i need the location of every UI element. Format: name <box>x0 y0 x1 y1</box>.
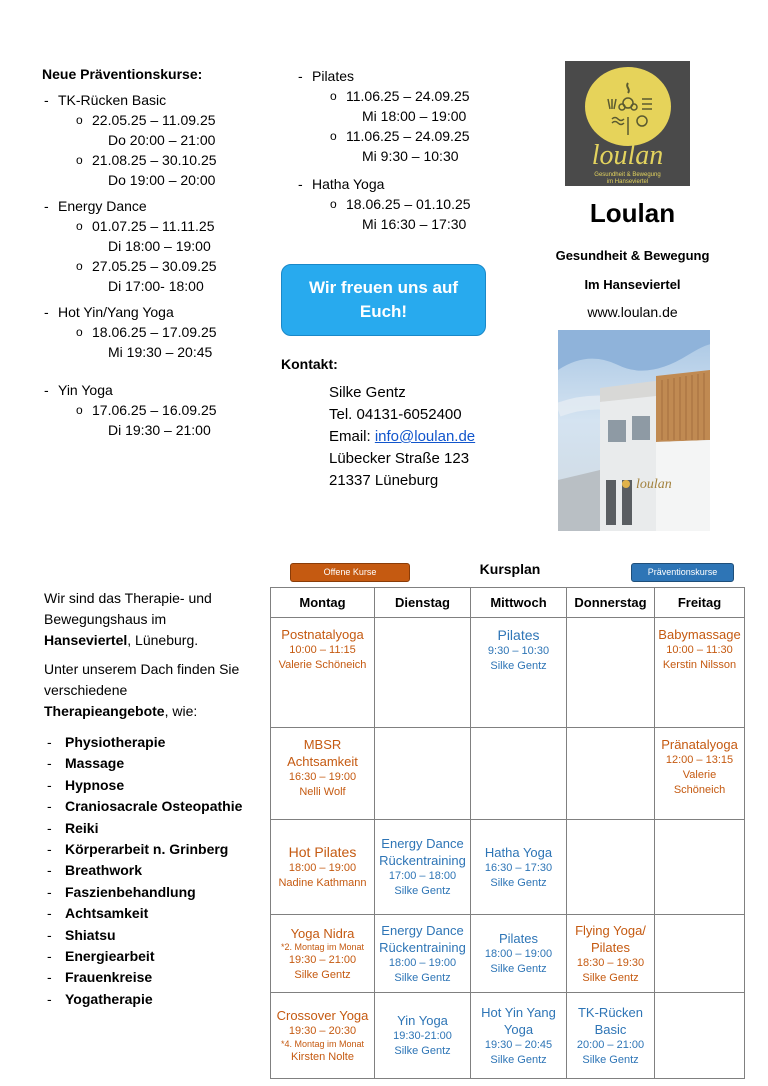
class-time: 10:00 – 11:15 <box>289 644 356 656</box>
class-teacher: Silke Gentz <box>582 971 639 984</box>
schedule-cell[interactable] <box>271 820 375 915</box>
class-time: 18:30 – 19:30 <box>576 956 645 969</box>
course-dates: 17.06.25 – 16.09.25 <box>92 402 217 418</box>
class-time: 18:00 – 19:00 <box>484 948 553 960</box>
class-name: Hot Yin Yang Yoga <box>481 1004 556 1037</box>
course-slot <box>42 322 272 362</box>
course-item <box>296 174 516 234</box>
therapy-item: - Achtsamkeit <box>44 903 259 924</box>
class-time: 16:30 – 19:00 <box>288 771 357 783</box>
schedule-cell <box>655 915 745 993</box>
class-teacher: Kerstin Nilsson <box>662 659 737 671</box>
therapy-item: - Craniosacrale Osteopathie <box>44 796 259 817</box>
course-name: - Pilates <box>296 66 516 86</box>
legend-praeventionskurse: Präventionskurse <box>631 563 734 582</box>
class-time: 16:30 – 17:30 <box>484 861 553 874</box>
circle-bullet-icon: o <box>330 89 337 103</box>
day-header: Montag <box>271 588 375 618</box>
course-dates: 11.06.25 – 24.09.25 <box>346 88 470 104</box>
contact-phone: Tel. 04131-6052400 <box>329 406 462 423</box>
praevention-heading: Neue Präventionskurse: <box>42 66 203 82</box>
class-time: 18:00 – 19:00 <box>288 862 357 874</box>
class-time: 20:00 – 21:00 <box>576 1038 645 1051</box>
class-note: *4. Montag im Monat <box>280 1038 365 1049</box>
brand-location: Im Hanseviertel <box>584 277 681 292</box>
praevention-list-continued <box>296 66 516 234</box>
course-dates: 18.06.25 – 01.10.25 <box>346 196 471 212</box>
class-note: *2. Montag im Monat <box>280 941 365 952</box>
timeslot-row <box>271 915 745 993</box>
day-header: Dienstag <box>375 588 471 618</box>
class-name: Yin Yoga <box>397 1013 448 1028</box>
course-slot <box>296 194 516 234</box>
course-slot <box>296 126 516 166</box>
course-slot <box>42 150 272 190</box>
class-teacher: Silke Gentz <box>294 968 351 981</box>
welcome-line1: Wir freuen uns auf <box>308 278 459 297</box>
class-name: Flying Yoga/ Pilates <box>575 922 646 955</box>
schedule-cell <box>375 728 471 820</box>
therapy-item: - Massage <box>44 753 259 774</box>
course-item <box>296 66 516 166</box>
logo-tagline-2: im Hanseviertel <box>606 179 649 185</box>
course-item <box>42 196 272 296</box>
class-teacher: Valerie Schöneich <box>673 769 726 796</box>
class-teacher: Silke Gentz <box>490 660 547 672</box>
class-time: 10:00 – 11:30 <box>666 644 733 656</box>
class-teacher: Valerie Schöneich <box>278 659 367 671</box>
course-name: - Hatha Yoga <box>296 174 516 194</box>
intro-bold-2: Therapieangebote <box>44 703 165 719</box>
building-photo <box>558 330 710 531</box>
therapy-item: - Shiatsu <box>44 925 259 946</box>
course-dates: 11.06.25 – 24.09.25 <box>346 128 470 144</box>
class-name: Postnatalyoga <box>281 627 364 642</box>
schedule-cell[interactable] <box>375 915 471 993</box>
kursplan-table <box>270 587 745 1079</box>
schedule-cell[interactable] <box>471 820 567 915</box>
class-name: Yoga Nidra <box>290 925 355 941</box>
class-name: Babymassage <box>658 627 741 642</box>
intro-text <box>44 588 244 730</box>
contact-email-link[interactable]: info@loulan.de <box>374 428 476 445</box>
course-item <box>42 90 272 190</box>
class-teacher: Silke Gentz <box>490 876 547 889</box>
class-time: 19:30 – 20:30 <box>288 1024 357 1037</box>
schedule-cell[interactable] <box>375 993 471 1079</box>
course-slot <box>42 110 272 150</box>
schedule-cell[interactable] <box>567 915 655 993</box>
course-time: Mi 16:30 – 17:30 <box>362 216 467 232</box>
class-time: 18:00 – 19:00 <box>388 956 457 969</box>
schedule-cell <box>655 820 745 915</box>
course-item <box>42 302 272 362</box>
timeslot-row <box>271 820 745 915</box>
intro-text-1a: Wir sind das Therapie- und Bewegungshaus im <box>44 590 212 627</box>
course-time: Di 18:00 – 19:00 <box>108 238 211 254</box>
welcome-line2: Euch! <box>359 302 408 321</box>
course-dates: 01.07.25 – 11.11.25 <box>92 218 215 234</box>
contact-street: Lübecker Straße 123 <box>329 450 470 467</box>
therapy-item: - Reiki <box>44 818 259 839</box>
class-time: 19:30-21:00 <box>393 1030 452 1042</box>
schedule-cell <box>567 820 655 915</box>
class-teacher: Nelli Wolf <box>299 786 346 798</box>
circle-bullet-icon: o <box>76 403 83 417</box>
circle-bullet-icon: o <box>76 325 83 339</box>
course-name: - Yin Yoga <box>42 380 272 400</box>
course-name: - Energy Dance <box>42 196 272 216</box>
schedule-cell[interactable] <box>471 993 567 1079</box>
contact-email-line <box>329 426 475 448</box>
day-header: Freitag <box>655 588 745 618</box>
course-time: Di 19:30 – 21:00 <box>108 422 211 438</box>
schedule-cell[interactable] <box>271 728 375 820</box>
intro-text-1b: , Lüneburg. <box>127 632 199 648</box>
schedule-cell <box>567 728 655 820</box>
class-time: 19:30 – 21:00 <box>288 953 357 966</box>
course-time: Mi 9:30 – 10:30 <box>362 148 459 164</box>
class-name: Pilates <box>497 627 540 643</box>
intro-paragraph-2 <box>44 659 244 722</box>
schedule-cell[interactable] <box>271 915 375 993</box>
logo-tagline-1: Gesundheit & Bewegung <box>594 172 661 178</box>
class-name: Energy Dance Rückentraining <box>379 922 466 955</box>
class-teacher: Silke Gentz <box>490 1053 547 1066</box>
praevention-list <box>42 66 272 440</box>
schedule-cell[interactable] <box>471 618 567 728</box>
logo-emblem-icon <box>585 67 671 146</box>
loulan-logo <box>565 61 690 186</box>
course-time: Do 19:00 – 20:00 <box>108 172 216 188</box>
timeslot-row <box>271 728 745 820</box>
schedule-cell <box>655 993 745 1079</box>
therapy-item: - Breathwork <box>44 860 259 881</box>
kursplan-title: Kursplan <box>479 561 541 577</box>
intro-paragraph-1 <box>44 588 244 651</box>
course-slot <box>296 86 516 126</box>
class-time: 12:00 – 13:15 <box>665 754 734 766</box>
course-time: Mi 19:30 – 20:45 <box>108 344 213 360</box>
class-time: 17:00 – 18:00 <box>388 870 457 882</box>
contact-city: 21337 Lüneburg <box>329 472 439 489</box>
class-name: Energy Dance Rückentraining <box>379 836 466 868</box>
therapy-item: - Körperarbeit n. Grinberg <box>44 839 259 860</box>
legend-offene-kurse: Offene Kurse <box>290 563 410 582</box>
therapy-item: - Frauenkreise <box>44 967 259 988</box>
intro-text-2b: , wie: <box>164 703 198 719</box>
course-dates: 18.06.25 – 17.09.25 <box>92 324 217 340</box>
schedule-cell[interactable] <box>271 993 375 1079</box>
circle-bullet-icon: o <box>330 197 337 211</box>
class-teacher: Silke Gentz <box>394 1045 451 1057</box>
schedule-cell[interactable] <box>567 993 655 1079</box>
course-dates: 22.05.25 – 11.09.25 <box>92 112 216 128</box>
course-item <box>42 380 272 440</box>
logo-wordmark: loulan <box>591 140 664 171</box>
class-teacher: Kirsten Nolte <box>291 1050 354 1063</box>
schedule-cell[interactable] <box>655 728 745 820</box>
schedule-cell[interactable] <box>375 820 471 915</box>
circle-bullet-icon: o <box>76 153 83 167</box>
therapy-item: - Physiotherapie <box>44 732 259 753</box>
day-header: Donnerstag <box>567 588 655 618</box>
schedule-cell <box>471 728 567 820</box>
schedule-cell <box>567 618 655 728</box>
intro-text-2a: Unter unserem Dach finden Sie verschiedene <box>44 661 240 698</box>
brand-name: Loulan <box>589 198 676 228</box>
circle-bullet-icon: o <box>76 219 83 233</box>
brand-subtitle: Gesundheit & Bewegung <box>555 248 710 263</box>
class-teacher: Silke Gentz <box>394 885 451 897</box>
schedule-cell <box>375 618 471 728</box>
therapy-item: - Faszienbehandlung <box>44 882 259 903</box>
contact-name: Silke Gentz <box>329 384 406 401</box>
class-name: Crossover Yoga <box>276 1007 369 1023</box>
class-time: 9:30 – 10:30 <box>487 645 550 657</box>
class-teacher: Nadine Kathmann <box>278 877 367 889</box>
day-header: Mittwoch <box>471 588 567 618</box>
schedule-cell[interactable] <box>471 915 567 993</box>
class-name: Pränatalyoga <box>661 737 738 752</box>
schedule-cell[interactable] <box>271 618 375 728</box>
course-time: Mi 18:00 – 19:00 <box>362 108 467 124</box>
course-dates: 21.08.25 – 30.10.25 <box>92 152 217 168</box>
brand-website[interactable]: www.loulan.de <box>587 304 678 320</box>
therapy-list <box>44 732 259 1010</box>
course-time: Di 17:00- 18:00 <box>108 278 204 294</box>
course-slot <box>42 216 272 256</box>
course-slot <box>42 400 272 440</box>
contact-block <box>329 382 475 492</box>
circle-bullet-icon: o <box>76 113 83 127</box>
class-teacher: Silke Gentz <box>394 971 451 984</box>
course-time: Do 20:00 – 21:00 <box>108 132 216 148</box>
timeslot-row <box>271 618 745 728</box>
circle-bullet-icon: o <box>76 259 83 273</box>
schedule-cell[interactable] <box>655 618 745 728</box>
therapy-item: - Energiearbeit <box>44 946 259 967</box>
class-name: Hot Pilates <box>288 844 357 860</box>
class-name: Hatha Yoga <box>484 844 553 860</box>
welcome-banner-button[interactable] <box>281 264 486 336</box>
contact-email-prefix: Email: <box>329 428 375 445</box>
timeslot-row <box>271 993 745 1079</box>
contact-label: Kontakt: <box>281 356 338 372</box>
intro-bold-1: Hanseviertel <box>44 632 128 648</box>
course-slot <box>42 256 272 296</box>
circle-bullet-icon: o <box>330 129 337 143</box>
course-name: - TK-Rücken Basic <box>42 90 272 110</box>
class-name: TK-Rücken Basic <box>577 1004 644 1037</box>
class-teacher: Silke Gentz <box>490 963 547 975</box>
class-teacher: Silke Gentz <box>582 1053 639 1066</box>
building-sign-text: loulan <box>636 477 672 492</box>
course-dates: 27.05.25 – 30.09.25 <box>92 258 217 274</box>
class-time: 19:30 – 20:45 <box>484 1038 553 1051</box>
class-name: Pilates <box>498 931 539 946</box>
therapy-item: - Yogatherapie <box>44 989 259 1010</box>
class-name: MBSR Achtsamkeit <box>287 737 358 769</box>
therapy-item: - Hypnose <box>44 775 259 796</box>
course-name: - Hot Yin/Yang Yoga <box>42 302 272 322</box>
